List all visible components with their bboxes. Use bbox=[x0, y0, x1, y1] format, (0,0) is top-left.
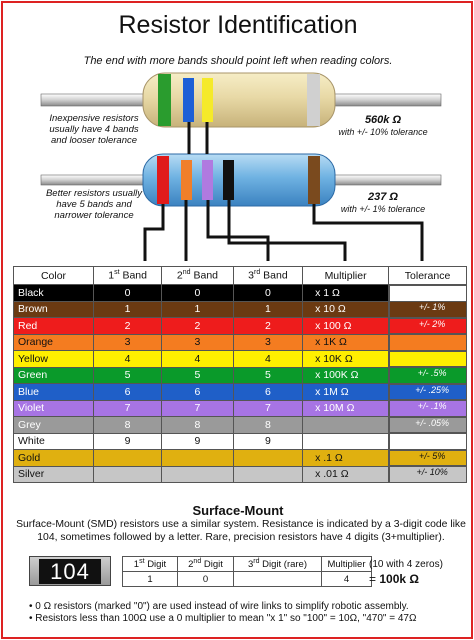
tolerance-cell: +/- .5% bbox=[389, 367, 467, 384]
bottom-band-2-orange bbox=[181, 160, 192, 200]
band-1-cell: 1 bbox=[94, 301, 162, 318]
color-name-cell: Gold bbox=[14, 450, 94, 467]
tolerance-cell: +/- 5% bbox=[389, 450, 467, 467]
smt-heading: Surface-Mount bbox=[192, 503, 284, 518]
color-name-cell: Yellow bbox=[14, 351, 94, 368]
page-subtitle: The end with more bands should point left when reading colors. bbox=[83, 55, 393, 67]
tolerance-cell: +/- 10% bbox=[389, 466, 467, 483]
multiplier-cell bbox=[303, 417, 389, 434]
smd-chip-icon bbox=[29, 556, 111, 586]
band-3-cell: 7 bbox=[233, 400, 302, 417]
table-row bbox=[14, 334, 467, 351]
band-3-cell bbox=[233, 466, 302, 483]
multiplier-cell: x 1M Ω bbox=[303, 384, 389, 401]
tolerance-cell: +/- 2% bbox=[389, 318, 467, 335]
header-band-1: 1st Band bbox=[94, 267, 162, 285]
band-3-cell: 1 bbox=[233, 301, 302, 318]
table-row bbox=[14, 285, 467, 302]
smt-value-1st: 1 bbox=[123, 572, 178, 587]
color-name-cell: Violet bbox=[14, 400, 94, 417]
top-band-3-yellow bbox=[202, 78, 213, 122]
color-code-table bbox=[13, 266, 467, 483]
multiplier-cell bbox=[303, 433, 389, 450]
smt-bullets bbox=[29, 601, 469, 625]
band-2-cell: 6 bbox=[162, 384, 234, 401]
color-name-cell: White bbox=[14, 433, 94, 450]
band-1-cell: 5 bbox=[94, 367, 162, 384]
color-name-cell: Green bbox=[14, 367, 94, 384]
table-row bbox=[14, 318, 467, 335]
smt-description: Surface-Mount (SMD) resistors use a similar system. Resistance is indicated by a 3-digit code like 104, sometimes followed by a letter. Rare, precision resistors have 4 digits (3+multiplier). bbox=[16, 519, 466, 543]
band-3-cell: 8 bbox=[233, 417, 302, 434]
bottom-resistor-value: 237 Ω bbox=[368, 191, 398, 203]
color-name-cell: Orange bbox=[14, 334, 94, 351]
tolerance-cell: +/- 1% bbox=[389, 301, 467, 318]
top-band-1-green bbox=[158, 74, 171, 126]
band-1-cell bbox=[94, 466, 162, 483]
multiplier-cell: x 10K Ω bbox=[303, 351, 389, 368]
table-row bbox=[14, 433, 467, 450]
table-row bbox=[14, 367, 467, 384]
band-1-cell: 6 bbox=[94, 384, 162, 401]
band-2-cell: 3 bbox=[162, 334, 234, 351]
smt-value-3rd bbox=[234, 572, 322, 587]
band-1-cell: 0 bbox=[94, 285, 162, 302]
band-3-cell: 6 bbox=[233, 384, 302, 401]
multiplier-cell: x 1K Ω bbox=[303, 334, 389, 351]
band-1-cell: 9 bbox=[94, 433, 162, 450]
smd-chip-code: 104 bbox=[39, 559, 101, 584]
top-resistor-tolerance: with +/- 10% tolerance bbox=[338, 127, 428, 137]
tolerance-cell bbox=[389, 285, 467, 302]
band-1-cell: 8 bbox=[94, 417, 162, 434]
header-band-2: 2nd Band bbox=[162, 267, 234, 285]
band-3-cell: 3 bbox=[233, 334, 302, 351]
band-1-cell: 7 bbox=[94, 400, 162, 417]
band-2-cell bbox=[162, 450, 234, 467]
band-2-cell: 5 bbox=[162, 367, 234, 384]
tolerance-cell bbox=[389, 351, 467, 368]
bottom-resistor-tolerance: with +/- 1% tolerance bbox=[340, 204, 426, 214]
multiplier-cell: x 10M Ω bbox=[303, 400, 389, 417]
band-2-cell: 8 bbox=[162, 417, 234, 434]
band-2-cell: 0 bbox=[162, 285, 234, 302]
smt-digit-table bbox=[122, 556, 372, 587]
band-1-cell: 2 bbox=[94, 318, 162, 335]
bullet-item: • 0 Ω resistors (marked "0") are used instead of wire links to simplify robotic assembly. bbox=[29, 601, 409, 612]
color-name-cell: Blue bbox=[14, 384, 94, 401]
band-1-cell bbox=[94, 450, 162, 467]
tolerance-cell bbox=[389, 433, 467, 450]
top-resistor-body bbox=[143, 73, 335, 127]
bottom-band-1-red bbox=[157, 156, 169, 204]
bullet-item: • Resistors less than 100Ω use a 0 multiplier to mean "x 1" so "100" = 10Ω, "470" = 47Ω bbox=[29, 613, 417, 624]
multiplier-cell: x .1 Ω bbox=[303, 450, 389, 467]
bottom-resistor-body bbox=[143, 154, 335, 206]
band-2-cell: 9 bbox=[162, 433, 234, 450]
color-name-cell: Brown bbox=[14, 301, 94, 318]
band-3-cell: 2 bbox=[233, 318, 302, 335]
band-1-cell: 3 bbox=[94, 334, 162, 351]
multiplier-cell: x 100K Ω bbox=[303, 367, 389, 384]
smt-header-multiplier: Multiplier bbox=[322, 557, 372, 572]
tolerance-cell: +/- .25% bbox=[389, 384, 467, 401]
bottom-band-3-violet bbox=[202, 160, 213, 200]
infographic-frame bbox=[1, 1, 473, 639]
table-row bbox=[14, 466, 467, 483]
table-row bbox=[14, 450, 467, 467]
smt-value-multiplier: 4 bbox=[322, 572, 372, 587]
band-3-cell: 0 bbox=[233, 285, 302, 302]
band-2-cell: 1 bbox=[162, 301, 234, 318]
header-multiplier: Multiplier bbox=[303, 267, 389, 285]
top-band-2-blue bbox=[183, 78, 194, 122]
band-2-cell: 7 bbox=[162, 400, 234, 417]
header-band-3: 3rd Band bbox=[233, 267, 302, 285]
smt-zeros-note: (10 with 4 zeros) bbox=[369, 559, 443, 570]
band-2-cell bbox=[162, 466, 234, 483]
header-tolerance: Tolerance bbox=[389, 267, 467, 285]
table-row bbox=[14, 384, 467, 401]
tolerance-cell: +/- .05% bbox=[389, 417, 467, 434]
page-title: Resistor Identification bbox=[118, 11, 358, 39]
band-3-cell: 9 bbox=[233, 433, 302, 450]
smt-value-2nd: 0 bbox=[178, 572, 234, 587]
band-3-cell: 4 bbox=[233, 351, 302, 368]
color-name-cell: Black bbox=[14, 285, 94, 302]
better-resistors-note: Better resistors usually have 5 bands and narrower tolerance bbox=[45, 188, 143, 221]
header-color: Color bbox=[14, 267, 94, 285]
bottom-band-5-brown bbox=[308, 156, 320, 204]
smt-result: = 100k Ω bbox=[369, 572, 419, 586]
table-row bbox=[14, 400, 467, 417]
multiplier-cell: x 100 Ω bbox=[303, 318, 389, 335]
band-3-cell bbox=[233, 450, 302, 467]
band-2-cell: 4 bbox=[162, 351, 234, 368]
color-name-cell: Silver bbox=[14, 466, 94, 483]
color-name-cell: Red bbox=[14, 318, 94, 335]
table-header-row bbox=[14, 267, 467, 285]
tolerance-cell bbox=[389, 334, 467, 351]
smt-header-3rd: 3rd Digit (rare) bbox=[234, 557, 322, 572]
table-row bbox=[14, 301, 467, 318]
band-1-cell: 4 bbox=[94, 351, 162, 368]
bottom-band-4-black bbox=[223, 160, 234, 200]
table-row bbox=[14, 351, 467, 368]
multiplier-cell: x 1 Ω bbox=[303, 285, 389, 302]
top-band-4-silver bbox=[307, 74, 320, 126]
table-row bbox=[14, 417, 467, 434]
inexpensive-resistors-note: Inexpensive resistors usually have 4 bands and looser tolerance bbox=[49, 113, 139, 146]
band-3-cell: 5 bbox=[233, 367, 302, 384]
smt-header-1st: 1st Digit bbox=[123, 557, 178, 572]
smt-header-2nd: 2nd Digit bbox=[178, 557, 234, 572]
multiplier-cell: x .01 Ω bbox=[303, 466, 389, 483]
tolerance-cell: +/- .1% bbox=[389, 400, 467, 417]
top-resistor-value: 560k Ω bbox=[364, 114, 402, 126]
color-name-cell: Grey bbox=[14, 417, 94, 434]
multiplier-cell: x 10 Ω bbox=[303, 301, 389, 318]
band-2-cell: 2 bbox=[162, 318, 234, 335]
